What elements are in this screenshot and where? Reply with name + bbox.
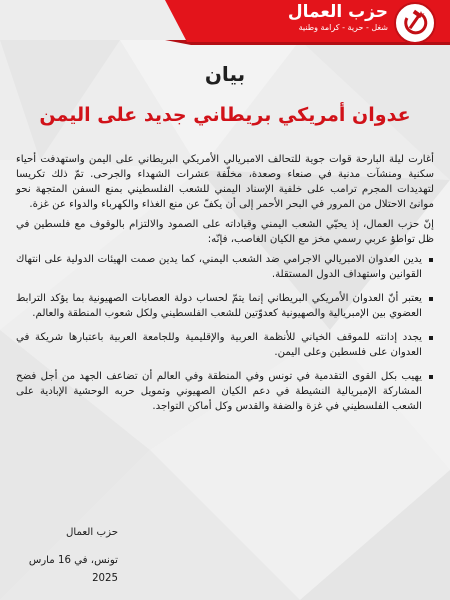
position-list: [16, 252, 434, 414]
list-item: [16, 291, 434, 321]
bullet-marker: [429, 258, 433, 262]
list-item: [16, 330, 434, 360]
lead-paragraph: إنّ حزب العمال، إذ يحيّي الشعب اليمني وقياداته على الصمود والالتزام بالوقوف مع فلسطين في ظل تواطؤ عربي رسمي مخز مع الكيان الغاصب، فإنّه:: [16, 219, 434, 245]
bullet-marker: [429, 375, 433, 379]
bullet-marker: [429, 297, 433, 301]
list-item-text: يعتبر أنّ العدوان الأمريكي البريطاني إنما يتمّ لحساب دولة العصابات الصهيونية بما يؤكد الترابط العضوي بين الإمبريالية والصهيونية كعدوّتين للشعب الفلسطيني ولكل شعوب المنطقة والعالم.: [16, 293, 422, 319]
headline: عدوان أمريكي بريطاني جديد على اليمن: [39, 104, 411, 126]
document-label: بيان: [204, 62, 246, 86]
list-item-text: يجدد إدانته للموقف الخياني للأنظمة العربية والإقليمية وللجامعة العربية باعتبارها شريكة في العدوان على فلسطين وعلى اليمن.: [16, 332, 422, 358]
bullet-marker: [429, 336, 433, 340]
list-item-text: يهيب بكل القوى التقدمية في تونس وفي المنطقة وفي العالم أن تضاعف الجهد من أجل فضح المشاركة الإمبريالية النشيطة في دعم الكيان الصهيوني وتمويل حربه الوحشية الإبادية على الشعب الفلسطيني في غزة والضفة والقدس وكل أماكن التواجد.: [16, 371, 422, 412]
signature-name: حزب العمال: [66, 527, 118, 538]
list-item: [16, 252, 434, 282]
list-item: [16, 369, 434, 414]
date-line: تونس، في 16 مارس 2025: [28, 555, 118, 584]
party-slogan: شغل - حرية - كرامة وطنية: [298, 23, 388, 32]
intro-paragraph: أغارت ليلة البارحة قوات جوية للتحالف الامبريالي الأمريكي البريطاني على اليمن واستهدفت أحياء سكنية ومنشآت مدنية في صنعاء وصعدة، مخلّفة عشرات الشهداء والجرحى. تمّ ذلك تكريسا لتهديدات المجرم ترامب على خلفية الإسناد اليمني للشعب الفلسطيني بمنع السفن المتجهة نحو موانئ الاحتلال من المرور في البحر الأحمر إلى أن يكفّ عن منع الغذاء والكهرباء والدواء عن غزة.: [16, 154, 434, 210]
list-item-text: يدين العدوان الامبريالي الاجرامي ضد الشعب اليمني، كما يدين صمت الهيئات الدولية على انتهاك القوانين واستهداف الدول المستقلة.: [16, 254, 422, 280]
signature-block: [18, 524, 118, 588]
statement-body: [16, 152, 434, 423]
party-name: حزب العمال: [287, 2, 388, 22]
